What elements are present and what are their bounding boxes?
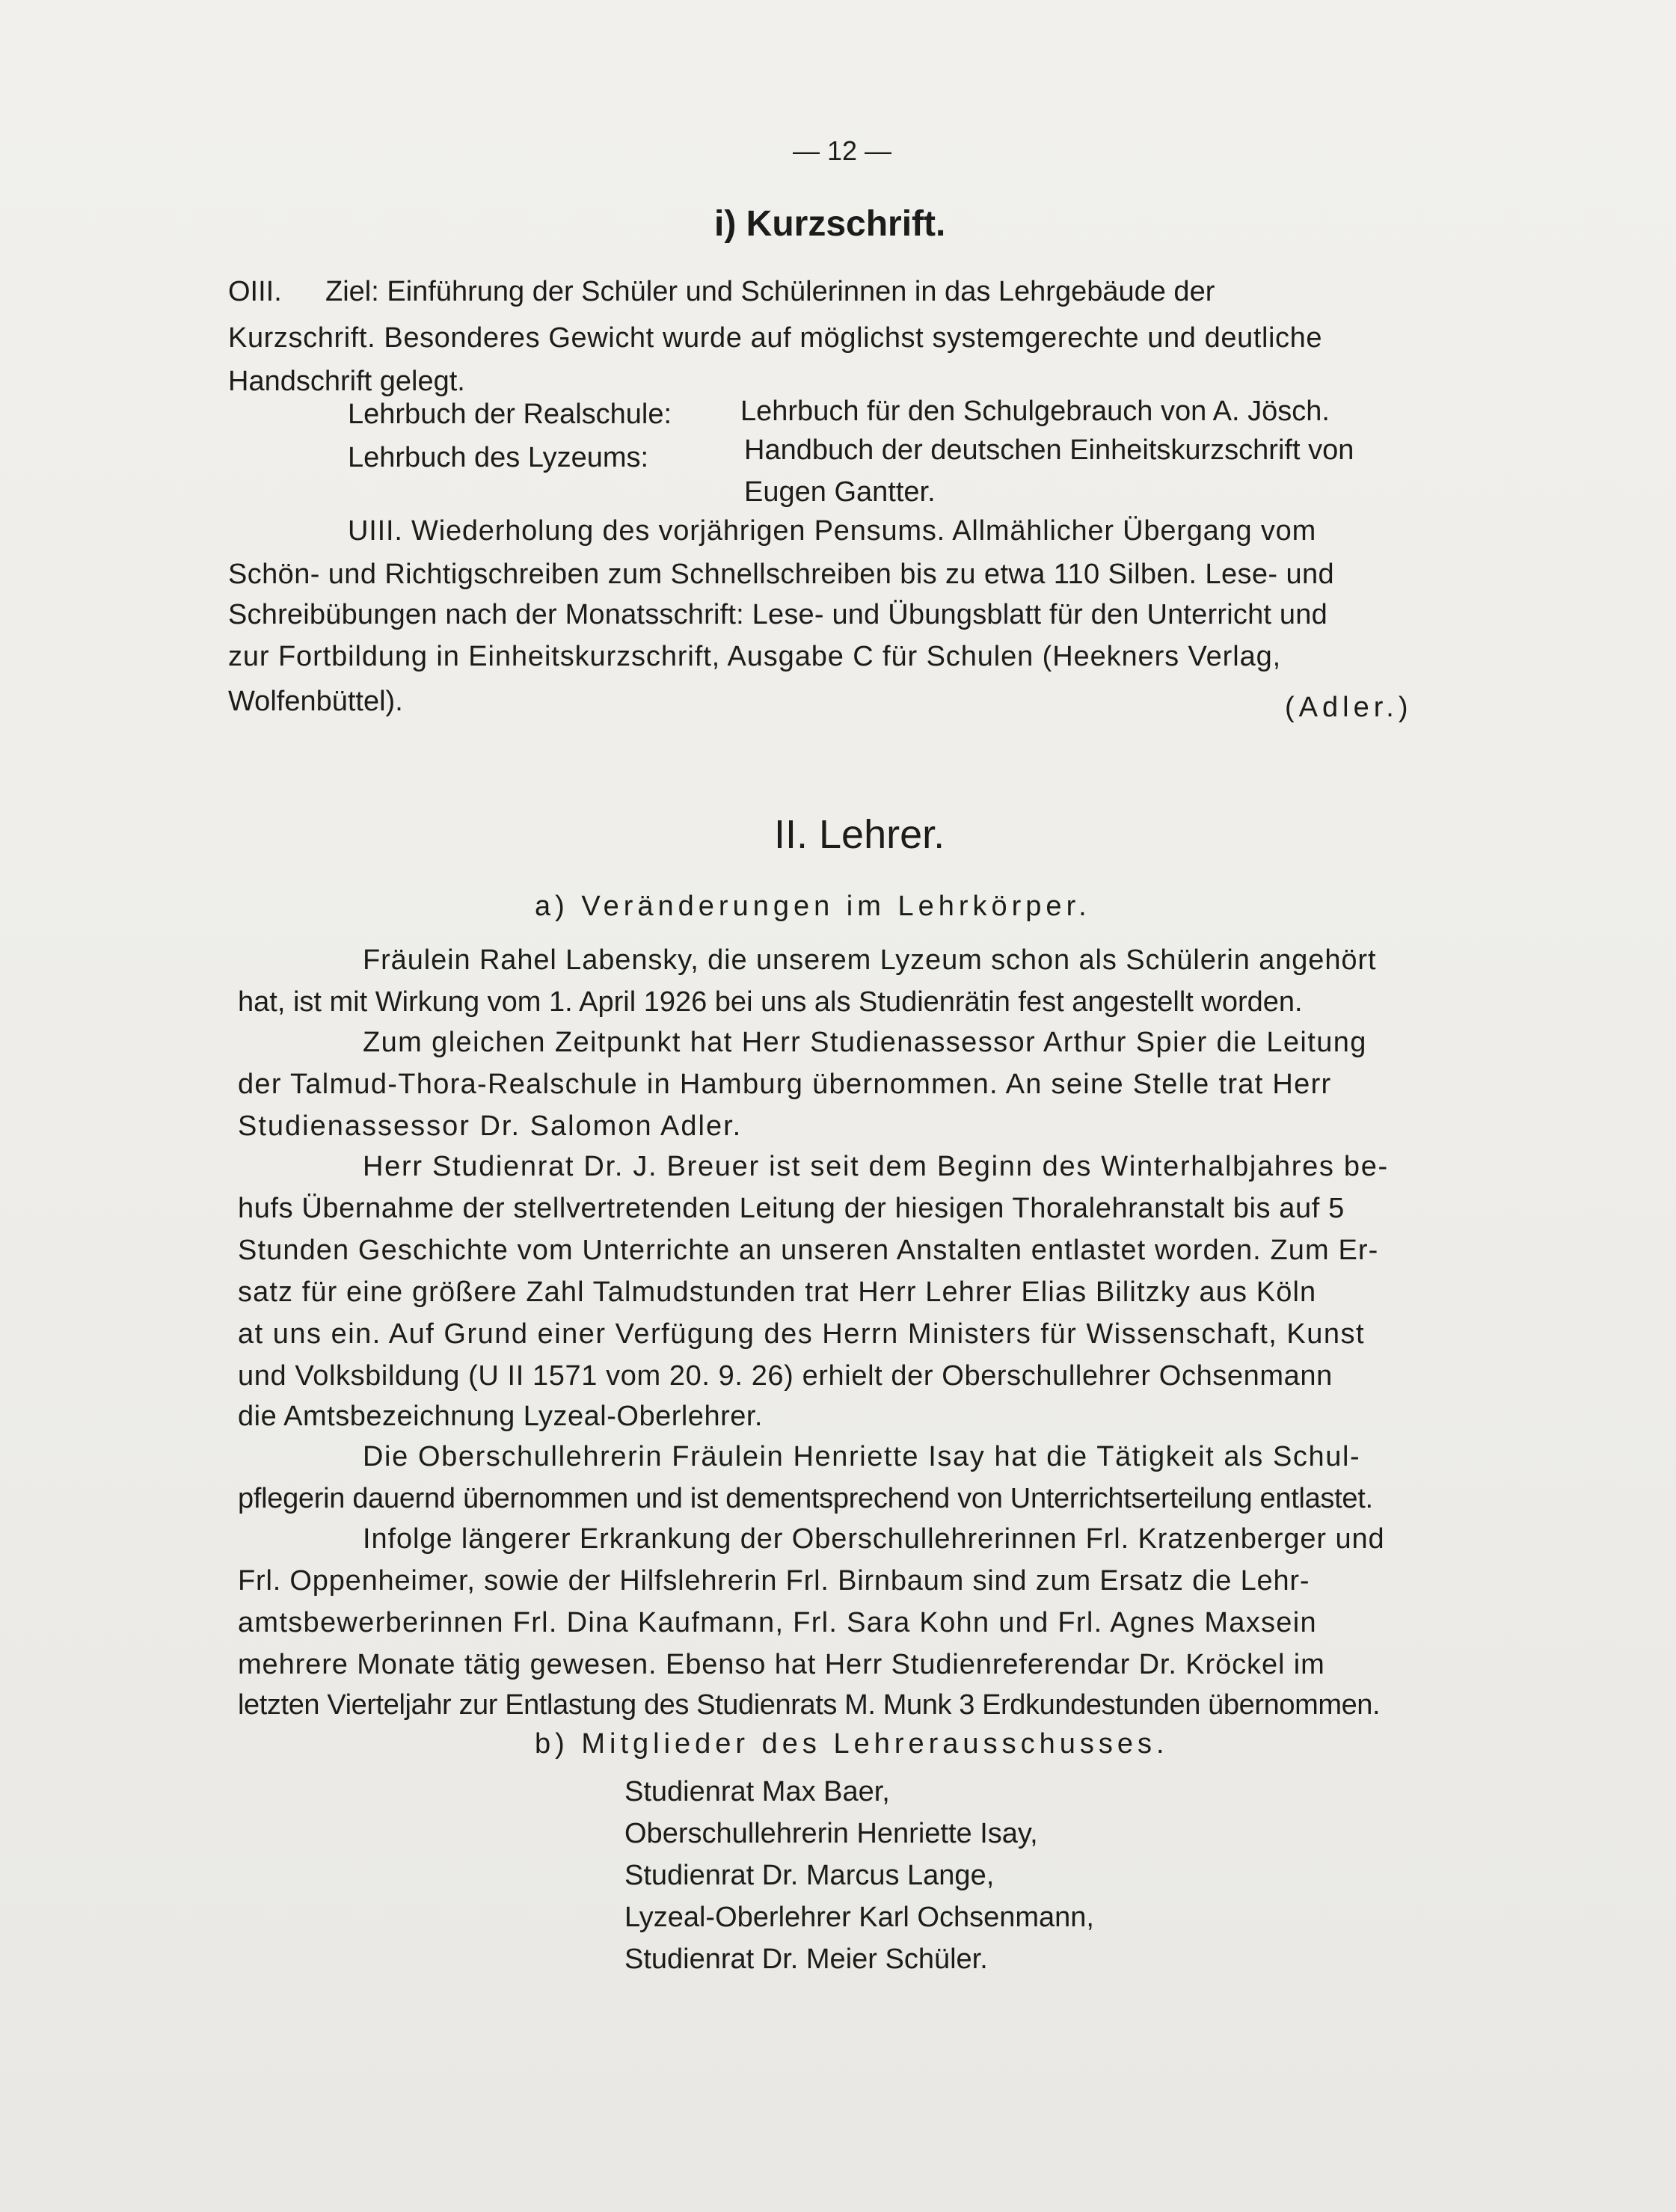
book-lyzeum-value-1: Handbuch der deutschen Einheitskurzschrift von (744, 434, 1354, 466)
paragraph-4-line-1: Die Oberschullehrerin Fräulein Henriette Isay hat die Tätigkeit als Schul- (363, 1441, 1361, 1472)
signature-adler: (Adler.) (1285, 692, 1413, 723)
uiii-line-1: UIII. Wiederholung des vorjährigen Pensums. Allmählicher Übergang vom (348, 515, 1317, 547)
uiii-line-5: Wolfenbüttel). (228, 686, 403, 717)
paragraph-5-line-1: Infolge längerer Erkrankung der Oberschullehrerinnen Frl. Kratzenberger und (363, 1523, 1385, 1555)
oiii-text: Ziel: Einführung der Schüler und Schülerinnen in das Lehrgebäude der (325, 276, 1215, 307)
uiii-line-4: zur Fortbildung in Einheitskurzschrift, Ausgabe C für Schulen (Heekners Verlag, (228, 641, 1282, 672)
book-lyzeum-value-2: Eugen Gantter. (744, 476, 936, 508)
paragraph-5-line-4: mehrere Monate tätig gewesen. Ebenso hat Herr Studienreferendar Dr. Kröckel im (238, 1649, 1325, 1680)
oiii-line-2: Kurzschrift. Besonderes Gewicht wurde auf möglichst systemgerechte und deutliche (228, 322, 1323, 354)
paragraph-5-line-3: amtsbewerberinnen Frl. Dina Kaufmann, Frl. Sara Kohn und Frl. Agnes Maxsein (238, 1607, 1317, 1638)
subheading-lehrerausschuss: b) Mitglieder des Lehrerausschusses. (535, 1728, 1169, 1760)
paragraph-3-line-5: at uns ein. Auf Grund einer Verfügung des Herrn Ministers für Wissenschaft, Kunst (238, 1318, 1366, 1350)
member-line-1: Studienrat Max Baer, (624, 1776, 890, 1807)
oiii-label: OIII. (228, 276, 282, 307)
uiii-line-2: Schön- und Richtigschreiben zum Schnellschreiben bis zu etwa 110 Silben. Lese- und (228, 559, 1335, 590)
paragraph-3-line-3: Stunden Geschichte vom Unterrichte an unseren Anstalten entlastet worden. Zum Er- (238, 1235, 1379, 1266)
section-heading-kurzschrift: i) Kurzschrift. (714, 204, 946, 244)
paragraph-4-line-2: pflegerin dauernd übernommen und ist dementsprechend von Unterrichtserteilung entlastet. (238, 1483, 1373, 1514)
oiii-line-3: Handschrift gelegt. (228, 366, 465, 397)
paragraph-3-line-7: die Amtsbezeichnung Lyzeal-Oberlehrer. (238, 1401, 763, 1432)
book-realschule-value: Lehrbuch für den Schulgebrauch von A. Jösch. (740, 396, 1330, 427)
paragraph-3-line-4: satz für eine größere Zahl Talmudstunden trat Herr Lehrer Elias Bilitzky aus Köln (238, 1276, 1317, 1308)
subheading-veraenderungen: a) Veränderungen im Lehrkörper. (535, 891, 1091, 922)
paragraph-2-line-2: der Talmud-Thora-Realschule in Hamburg übernommen. An seine Stelle trat Herr (238, 1069, 1332, 1100)
paragraph-5-line-5: letzten Vierteljahr zur Entlastung des Studienrats M. Munk 3 Erdkundestunden übernommen. (238, 1689, 1381, 1721)
paragraph-2-line-1: Zum gleichen Zeitpunkt hat Herr Studienassessor Arthur Spier die Leitung (363, 1027, 1367, 1058)
paragraph-1-line-1: Fräulein Rahel Labensky, die unserem Lyzeum schon als Schülerin angehört (363, 944, 1377, 976)
paragraph-5-line-2: Frl. Oppenheimer, sowie der Hilfslehrerin Frl. Birnbaum sind zum Ersatz die Lehr- (238, 1565, 1310, 1597)
member-line-4: Lyzeal-Oberlehrer Karl Ochsenmann, (624, 1902, 1094, 1933)
paragraph-3-line-1: Herr Studienrat Dr. J. Breuer ist seit dem Beginn des Winterhalbjahres be- (363, 1151, 1389, 1182)
paragraph-1-line-2: hat, ist mit Wirkung vom 1. April 1926 bei uns als Studienrätin fest angestellt worden. (238, 986, 1303, 1018)
member-line-5: Studienrat Dr. Meier Schüler. (624, 1944, 988, 1975)
paragraph-2-line-3: Studienassessor Dr. Salomon Adler. (238, 1110, 743, 1142)
oiii-line-1 (228, 275, 1500, 308)
paragraph-3-line-2: hufs Übernahme der stellvertretenden Leitung der hiesigen Thoralehranstalt bis auf 5 (238, 1193, 1345, 1224)
uiii-line-3: Schreibübungen nach der Monatsschrift: Lese- und Übungsblatt für den Unterricht und (228, 599, 1327, 630)
member-line-2: Oberschullehrerin Henriette Isay, (624, 1818, 1038, 1849)
page-number: — 12 — (793, 135, 892, 166)
book-lyzeum-label: Lehrbuch des Lyzeums: (348, 442, 649, 473)
member-line-3: Studienrat Dr. Marcus Lange, (624, 1860, 995, 1891)
section-heading-lehrer: II. Lehrer. (774, 812, 945, 857)
paragraph-3-line-6: und Volksbildung (U II 1571 vom 20. 9. 26) erhielt der Oberschullehrer Ochsenmann (238, 1360, 1333, 1392)
book-realschule-label: Lehrbuch der Realschule: (348, 399, 672, 430)
